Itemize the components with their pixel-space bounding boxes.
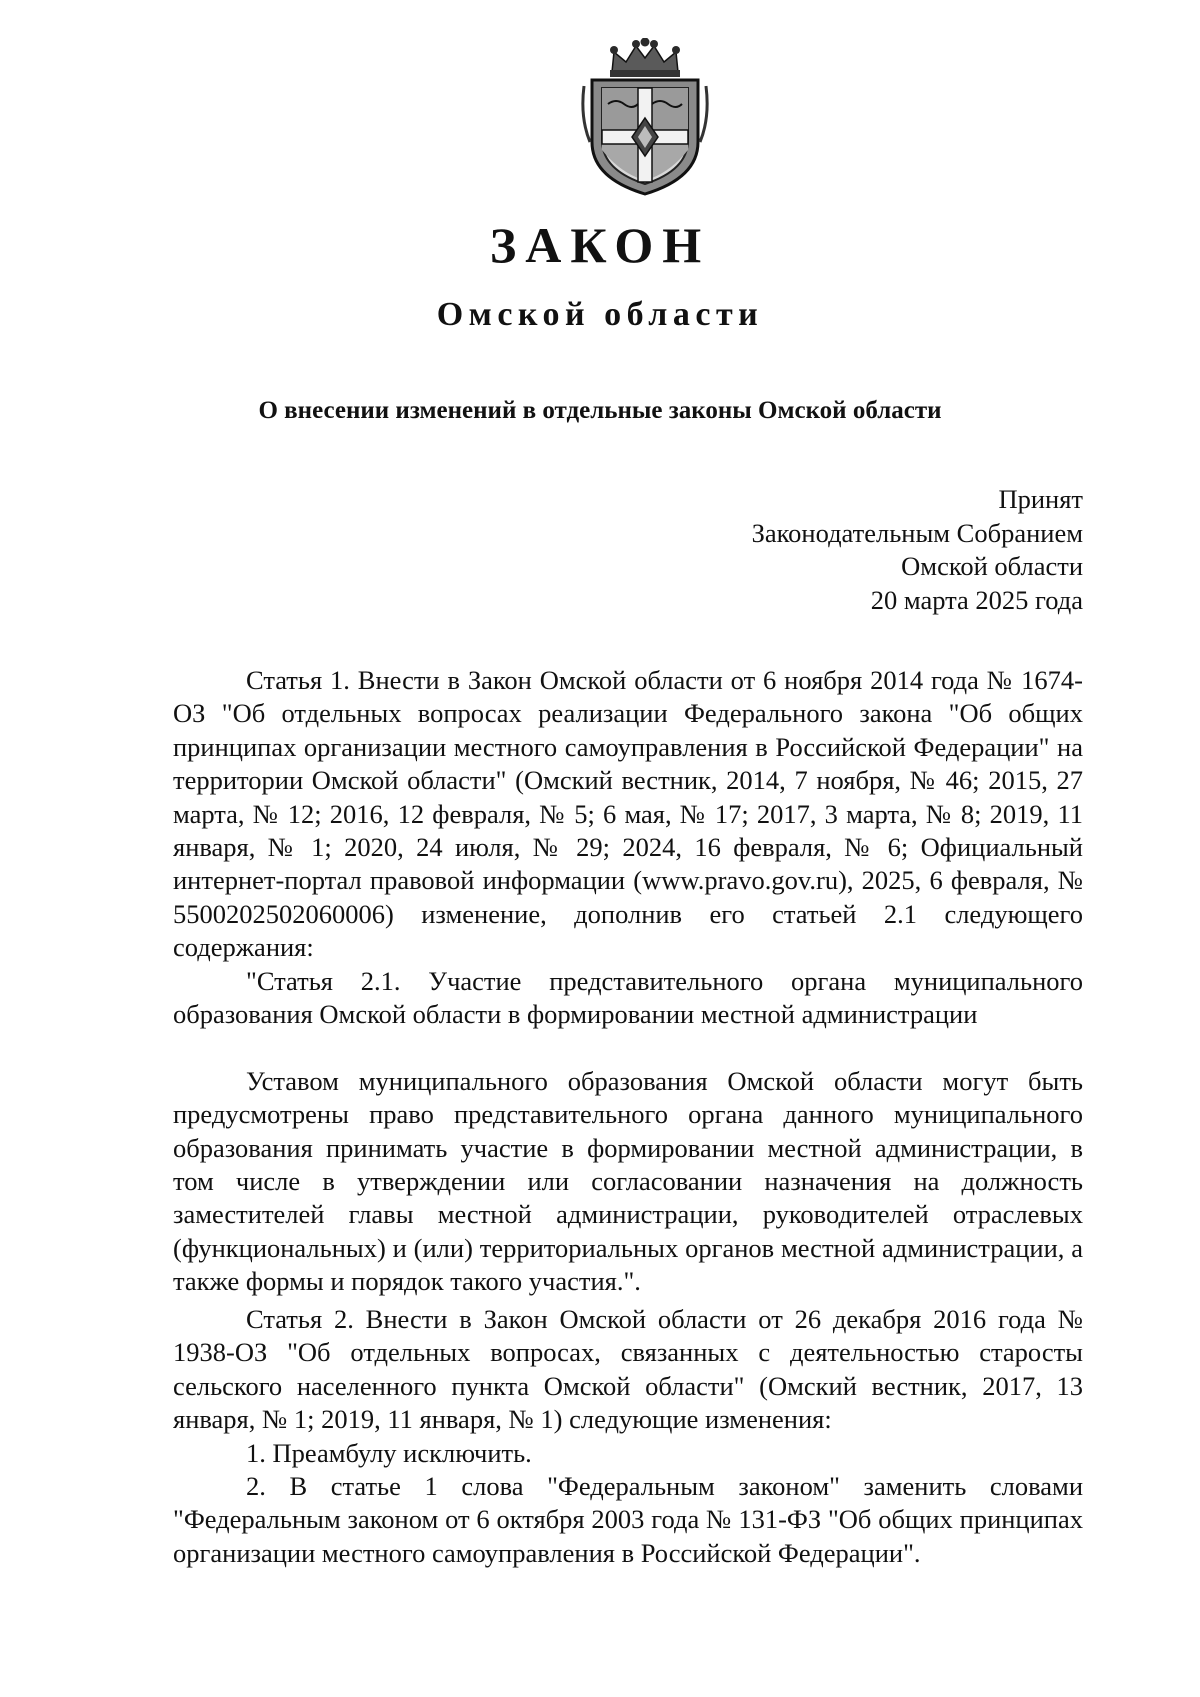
article-1-intro: Статья 1. Внести в Закон Омской области от 6 ноября 2014 года № 1674-ОЗ "Об отдельных вопросах реализации Федерального закона "Об общих принципах организации местного самоуправления в Российской Федерации" на территории Омской области" (Омский вестник, 2014, 7 ноября, № 46; 2015, 27 марта, № 12; 2016, 12 февраля, № 5; 6 мая, № 17; 2017, 3 марта, № 8; 2019, 11 января, № 1; 2020, 24 июля, № 29; 2024, 16 февраля, № 6; Официальный интернет-портал правовой информации (www.pravo.gov.ru), 2025, 6 февраля, № 5500202502060006) изменение, дополнив его статьей 2.1 следующего содержания: (173, 665, 1083, 963)
article-2-1-body: Уставом муниципального образования Омской области могут быть предусмотрены право представительного органа данного муниципального образования принимать участие в формировании местной администрации, в том числе в утверждении или согласовании назначения на должность заместителей главы местной администрации, руководителей отраслевых (функциональных) и (или) территориальных органов местной администрации, а также формы и порядок такого участия.". (173, 1065, 1083, 1297)
article-2-item-2: 2. В статье 1 слова "Федеральным законом" заменить словами "Федеральным законом от 6 октября 2003 года № 131-ФЗ "Об общих принципах организации местного самоуправления в Российской Федерации". (173, 1471, 1083, 1568)
article-2 (173, 1303, 1083, 1570)
article-1 (173, 664, 1083, 1299)
law-name-heading: О внесении изменений в отдельные законы Омской области (258, 397, 942, 424)
article-2-intro: Статья 2. Внести в Закон Омской области от 26 декабря 2016 года № 1938-ОЗ "Об отдельных вопросах, связанных с деятельностью старосты сельского населенного пункта Омской области" (Омский вестник, 2017, 13 января, № 1; 2019, 11 января, № 1) следующие изменения: (173, 1304, 1083, 1435)
coat-of-arms-icon (578, 38, 712, 198)
adopted-line-2: Законодательным Собранием (751, 517, 1083, 548)
adoption-block (752, 483, 1083, 617)
document-title: ЗАКОН (489, 217, 711, 273)
adopted-line-1: Принят (998, 484, 1083, 514)
document-subtitle: Омской области (436, 296, 764, 333)
adopted-date: 20 марта 2025 года (870, 584, 1083, 615)
article-2-item-1: 1. Преамбулу исключить. (246, 1437, 532, 1468)
adopted-line-3: Омской области (901, 551, 1083, 581)
article-2-1-heading: "Статья 2.1. Участие представительного органа муниципального образования Омской области в формировании местной администрации (173, 965, 1083, 1030)
